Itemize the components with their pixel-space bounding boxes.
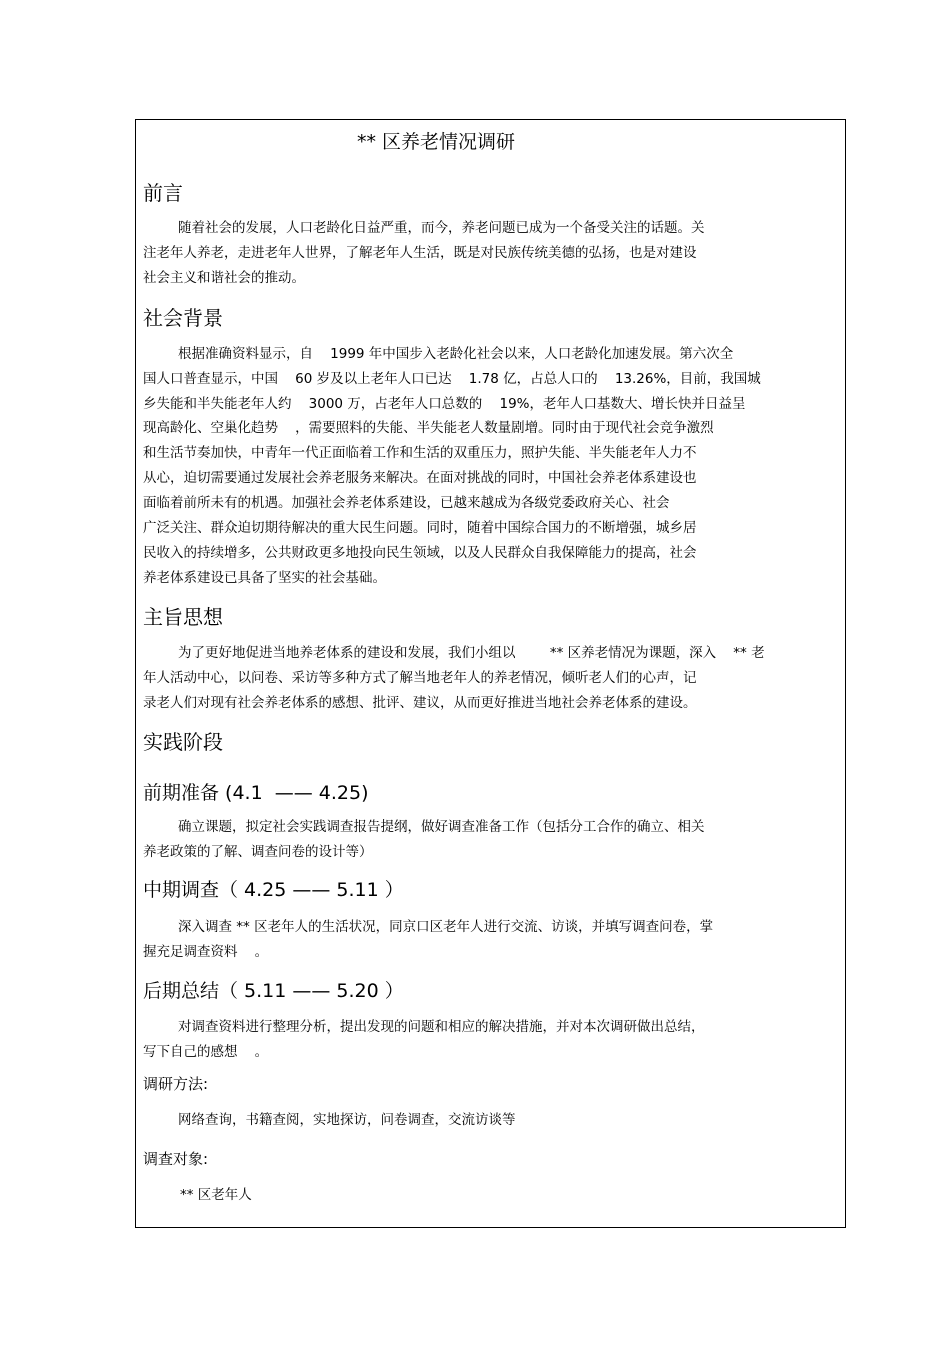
background-line-6: 从心，迫切需要通过发展社会养老服务来解决。在面对挑战的同时，中国社会养老体系建设也 <box>143 470 697 486</box>
purpose-line-3: 录老人们对现有社会养老体系的感想、批评、建议，从而更好推进当地社会养老体系的建设。 <box>143 695 697 711</box>
methods-label: 调研方法: <box>143 1075 209 1093</box>
background-line-1: 根据准确资料显示，自 1999 年中国步入老龄化社会以来，人口老龄化加速发展。第六次全 <box>178 346 734 362</box>
methods-text: 网络查询，书籍查阅，实地探访，问卷调查，交流访谈等 <box>178 1112 516 1128</box>
subjects-label: 调查对象: <box>143 1150 209 1168</box>
heading-purpose: 主旨思想 <box>143 605 223 629</box>
stage-heading-summary: 后期总结（ 5.11 —— 5.20 ） <box>143 980 404 1002</box>
heading-background: 社会背景 <box>143 306 223 330</box>
subjects-text: ** 区老年人 <box>180 1187 252 1203</box>
stage-summary-line-1: 对调查资料进行整理分析，提出发现的问题和相应的解决措施，并对本次调研做出总结， <box>178 1019 705 1035</box>
background-line-8: 广泛关注、群众迫切期待解决的重大民生问题。同时，随着中国综合国力的不断增强，城乡居 <box>143 520 697 536</box>
stage-investigation-line-2: 握充足调查资料 。 <box>143 944 269 960</box>
background-line-2: 国人口普查显示，中国 60 岁及以上老年人口已达 1.78 亿，占总人口的 13.26%，目前，我国城 <box>143 371 761 387</box>
stage-heading-preparation: 前期准备 (4.1 —— 4.25) <box>143 782 369 804</box>
background-line-9: 民收入的持续增多，公共财政更多地投向民生领域，以及人民群众自我保障能力的提高，社会 <box>143 545 697 561</box>
background-line-4: 现高龄化、空巢化趋势 ，需要照料的失能、半失能老人数量剧增。同时由于现代社会竞争激烈 <box>143 420 714 436</box>
background-line-7: 面临着前所未有的机遇。加强社会养老体系建设，已越来越成为各级党委政府关心、社会 <box>143 495 670 511</box>
preface-line-3: 社会主义和谐社会的推动。 <box>143 270 305 286</box>
purpose-line-2: 年人活动中心，以问卷、采访等多种方式了解当地老年人的养老情况，倾听老人们的心声，记 <box>143 670 697 686</box>
background-line-10: 养老体系建设已具备了坚实的社会基础。 <box>143 570 386 586</box>
document-title: ** 区养老情况调研 <box>357 131 516 153</box>
stage-heading-investigation: 中期调查（ 4.25 —— 5.11 ） <box>143 879 404 901</box>
preface-line-2: 注老年人养老，走进老年人世界，了解老年人生活，既是对民族传统美德的弘扬，也是对建设 <box>143 245 697 261</box>
heading-practice: 实践阶段 <box>143 730 223 754</box>
stage-preparation-line-1: 确立课题，拟定社会实践调查报告提纲，做好调查准备工作（包括分工合作的确立、相关 <box>178 819 705 835</box>
background-line-3: 乡失能和半失能老年人约 3000 万，占老年人口总数的 19%，老年人口基数大、增长快并日益呈 <box>143 396 746 412</box>
stage-investigation-line-1: 深入调查 ** 区老年人的生活状况，同京口区老年人进行交流、访谈，并填写调查问卷，掌 <box>178 919 714 935</box>
stage-summary-line-2: 写下自己的感想 。 <box>143 1044 269 1060</box>
purpose-line-1: 为了更好地促进当地养老体系的建设和发展，我们小组以 ** 区养老情况为课题，深入 ** 老 <box>178 645 765 661</box>
stage-preparation-line-2: 养老政策的了解、调查问卷的设计等） <box>143 844 373 860</box>
heading-preface: 前言 <box>143 181 183 205</box>
preface-line-1: 随着社会的发展，人口老龄化日益严重，而今，养老问题已成为一个备受关注的话题。关 <box>178 220 705 236</box>
background-line-5: 和生活节奏加快，中青年一代正面临着工作和生活的双重压力，照护失能、半失能老年人力不 <box>143 445 697 461</box>
